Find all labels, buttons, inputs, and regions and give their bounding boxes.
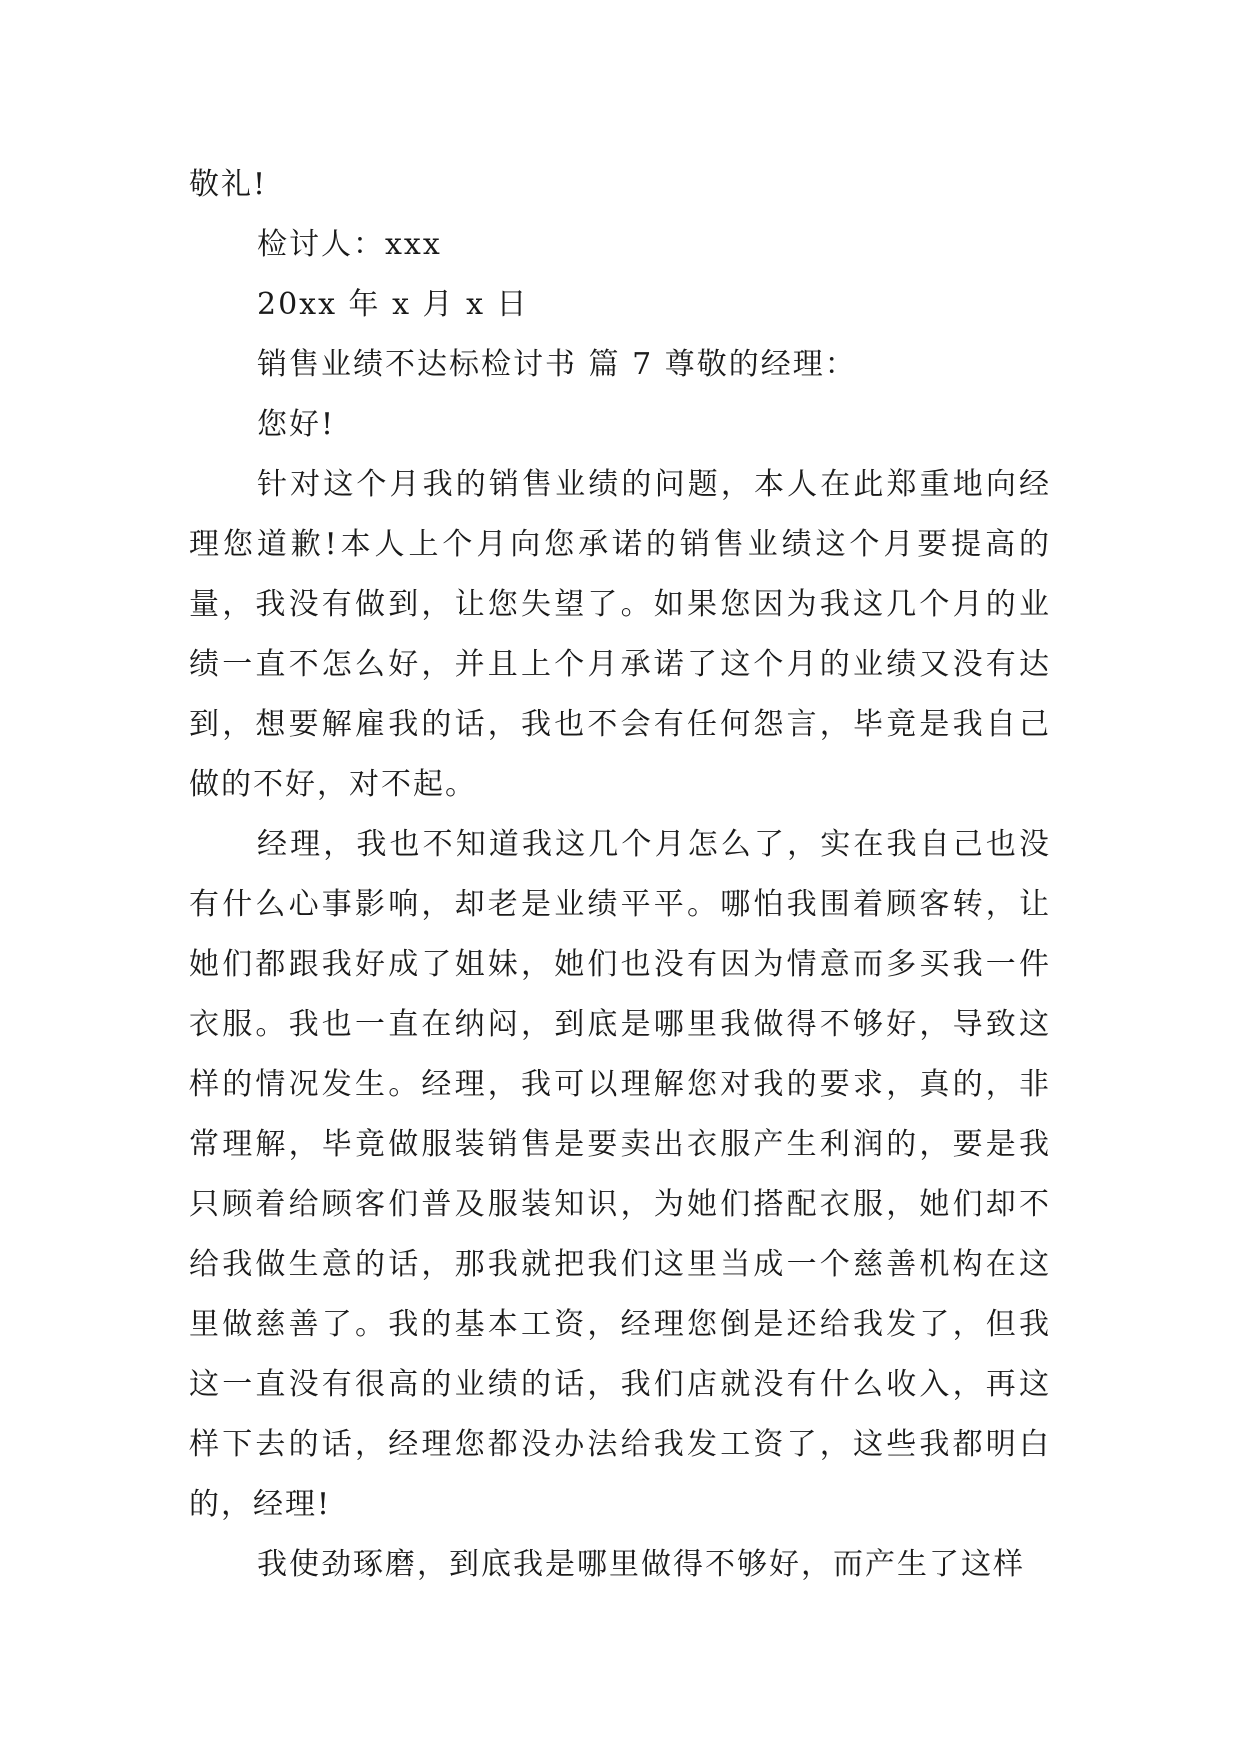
- paragraph-reflection: 我使劲琢磨，到底我是哪里做得不够好，而产生了这样: [257, 1547, 1025, 1582]
- greeting-line: 您好!: [257, 407, 336, 442]
- signer-line: 检讨人：xxx: [257, 227, 442, 262]
- paragraph-apology: 针对这个月我的销售业绩的问题，本人在此郑重地向经理您道歉!本人上个月向您承诺的销售业绩这个月要提高的量，我没有做到，让您失望了。如果您因为我这几个月的业绩一直不怎么好，并且上个月承诺了这个月的业绩又没有达到，想要解雇我的话，我也不会有任何怨言，毕竟是我自己做的不好，对不起。: [189, 467, 1051, 802]
- letter-body: [189, 155, 1051, 1595]
- closing-salute: 敬礼!: [189, 167, 268, 202]
- section-heading: 销售业绩不达标检讨书 篇 7 尊敬的经理：: [257, 347, 857, 382]
- paragraph-explanation: 经理，我也不知道我这几个月怎么了，实在我自己也没有什么心事影响，却老是业绩平平。哪怕我围着顾客转，让她们都跟我好成了姐妹，她们也没有因为情意而多买我一件衣服。我也一直在纳闷，到底是哪里我做得不够好，导致这样的情况发生。经理，我可以理解您对我的要求，真的，非常理解，毕竟做服装销售是要卖出衣服产生利润的，要是我只顾着给顾客们普及服装知识，为她们搭配衣服，她们却不给我做生意的话，那我就把我们这里当成一个慈善机构在这里做慈善了。我的基本工资，经理您倒是还给我发了，但我这一直没有很高的业绩的话，我们店就没有什么收入，再这样下去的话，经理您都没办法给我发工资了，这些我都明白的，经理!: [189, 827, 1051, 1522]
- date-line: 20xx 年 x 月 x 日: [257, 287, 529, 322]
